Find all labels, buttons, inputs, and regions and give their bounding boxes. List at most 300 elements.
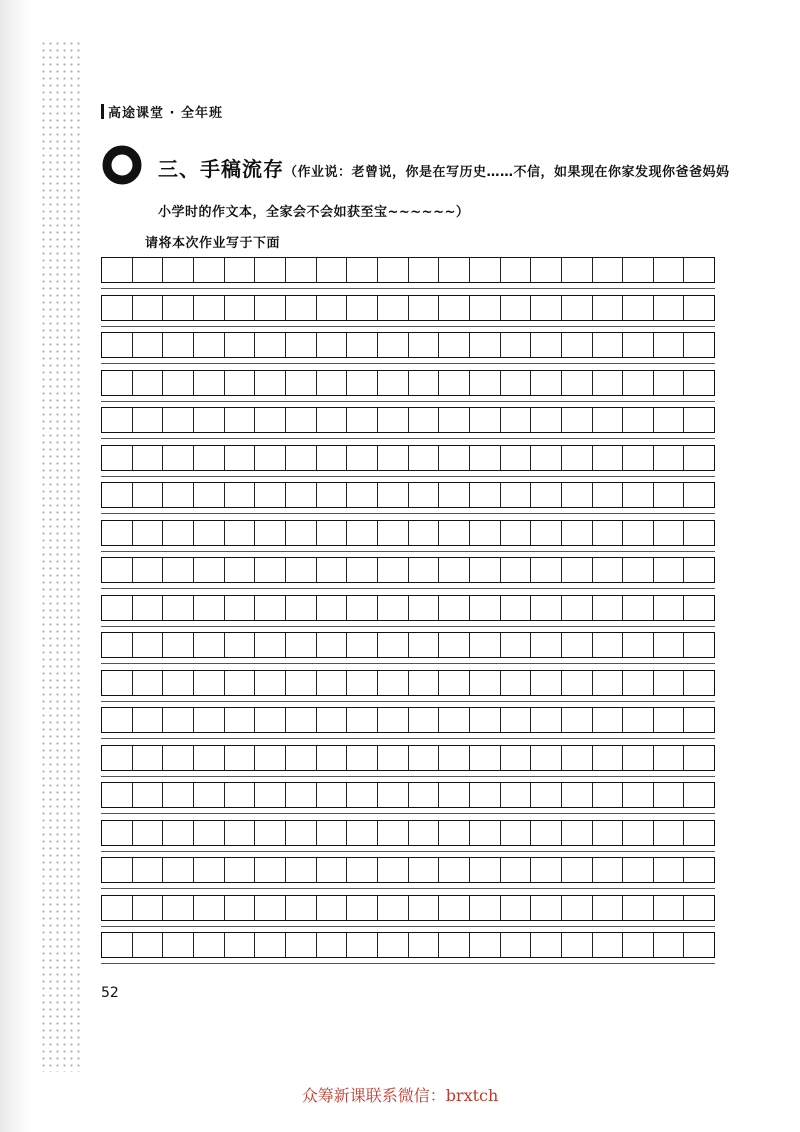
row-separator-line	[101, 626, 715, 627]
grid-cell	[501, 483, 532, 507]
grid-cell	[102, 333, 133, 357]
grid-row-cells	[101, 632, 715, 658]
grid-cell	[684, 333, 714, 357]
grid-cell	[531, 258, 562, 282]
grid-cell	[470, 408, 501, 432]
grid-cell	[654, 633, 685, 657]
grid-cell	[378, 708, 409, 732]
grid-cell	[225, 483, 256, 507]
grid-cell	[102, 408, 133, 432]
grid-cell	[470, 521, 501, 545]
grid-cell	[684, 821, 714, 845]
section-heading	[158, 150, 730, 232]
grid-cell	[286, 558, 317, 582]
grid-cell	[654, 558, 685, 582]
grid-cell	[654, 746, 685, 770]
grid-cell	[501, 708, 532, 732]
grid-cell	[593, 671, 624, 695]
grid-cell	[684, 933, 714, 957]
row-separator-line	[101, 776, 715, 777]
brush-circle-icon	[100, 143, 144, 187]
grid-cell	[409, 296, 440, 320]
grid-cell	[225, 746, 256, 770]
grid-cell	[623, 408, 654, 432]
grid-cell	[531, 858, 562, 882]
row-separator-line	[101, 401, 715, 402]
writing-grid	[101, 257, 715, 970]
grid-cell	[255, 596, 286, 620]
grid-cell	[225, 558, 256, 582]
grid-cell	[102, 783, 133, 807]
header-bar-icon	[101, 104, 104, 119]
grid-cell	[163, 408, 194, 432]
grid-cell	[562, 933, 593, 957]
grid-cell	[439, 783, 470, 807]
grid-row	[101, 670, 715, 696]
grid-cell	[378, 258, 409, 282]
dotted-margin-strip	[40, 40, 84, 1072]
grid-cell	[470, 558, 501, 582]
grid-cell	[470, 746, 501, 770]
grid-cell	[684, 483, 714, 507]
grid-cell	[654, 933, 685, 957]
grid-cell	[194, 521, 225, 545]
grid-cell	[470, 708, 501, 732]
grid-cell	[286, 371, 317, 395]
grid-cell	[133, 596, 164, 620]
grid-cell	[623, 783, 654, 807]
grid-cell	[286, 258, 317, 282]
grid-cell	[347, 333, 378, 357]
grid-cell	[409, 671, 440, 695]
grid-row-cells	[101, 520, 715, 546]
grid-cell	[439, 708, 470, 732]
grid-cell	[225, 446, 256, 470]
grid-cell	[439, 671, 470, 695]
grid-cell	[255, 933, 286, 957]
grid-cell	[317, 333, 348, 357]
grid-cell	[378, 408, 409, 432]
grid-cell	[347, 821, 378, 845]
grid-cell	[133, 408, 164, 432]
grid-cell	[347, 371, 378, 395]
grid-cell	[225, 596, 256, 620]
grid-cell	[470, 671, 501, 695]
grid-cell	[163, 858, 194, 882]
grid-cell	[593, 633, 624, 657]
grid-cell	[593, 783, 624, 807]
grid-cell	[501, 333, 532, 357]
grid-cell	[225, 333, 256, 357]
grid-cell	[317, 258, 348, 282]
grid-cell	[317, 858, 348, 882]
grid-cell	[531, 896, 562, 920]
grid-cell	[623, 371, 654, 395]
grid-row	[101, 370, 715, 396]
grid-cell	[654, 896, 685, 920]
grid-cell	[194, 933, 225, 957]
row-separator-line	[101, 813, 715, 814]
grid-cell	[593, 821, 624, 845]
grid-cell	[286, 483, 317, 507]
grid-cell	[133, 521, 164, 545]
grid-cell	[531, 521, 562, 545]
row-separator-line	[101, 851, 715, 852]
grid-cell	[562, 521, 593, 545]
grid-row	[101, 407, 715, 433]
grid-cell	[439, 633, 470, 657]
grid-cell	[409, 333, 440, 357]
grid-cell	[133, 933, 164, 957]
grid-cell	[347, 708, 378, 732]
grid-cell	[102, 708, 133, 732]
grid-cell	[654, 371, 685, 395]
grid-cell	[286, 296, 317, 320]
grid-cell	[378, 446, 409, 470]
grid-cell	[439, 483, 470, 507]
grid-cell	[317, 708, 348, 732]
grid-cell	[102, 746, 133, 770]
grid-cell	[501, 408, 532, 432]
grid-cell	[133, 821, 164, 845]
grid-row	[101, 820, 715, 846]
grid-cell	[102, 633, 133, 657]
grid-cell	[286, 408, 317, 432]
grid-row-cells	[101, 932, 715, 958]
grid-cell	[439, 596, 470, 620]
grid-cell	[623, 558, 654, 582]
grid-cell	[501, 558, 532, 582]
grid-cell	[347, 896, 378, 920]
grid-cell	[654, 333, 685, 357]
grid-cell	[593, 558, 624, 582]
grid-cell	[102, 371, 133, 395]
grid-cell	[623, 933, 654, 957]
grid-row	[101, 445, 715, 471]
grid-cell	[163, 746, 194, 770]
grid-cell	[102, 296, 133, 320]
grid-cell	[684, 446, 714, 470]
grid-cell	[593, 296, 624, 320]
grid-cell	[347, 933, 378, 957]
grid-cell	[501, 258, 532, 282]
grid-cell	[347, 633, 378, 657]
grid-cell	[378, 821, 409, 845]
grid-cell	[562, 408, 593, 432]
grid-cell	[286, 671, 317, 695]
grid-row-cells	[101, 670, 715, 696]
grid-cell	[163, 671, 194, 695]
grid-cell	[194, 671, 225, 695]
grid-cell	[163, 333, 194, 357]
grid-cell	[654, 446, 685, 470]
grid-cell	[163, 821, 194, 845]
grid-cell	[531, 783, 562, 807]
grid-cell	[255, 296, 286, 320]
grid-cell	[225, 821, 256, 845]
grid-cell	[255, 783, 286, 807]
row-separator-line	[101, 588, 715, 589]
grid-cell	[562, 371, 593, 395]
grid-cell	[654, 596, 685, 620]
grid-cell	[562, 633, 593, 657]
grid-cell	[501, 671, 532, 695]
grid-cell	[317, 521, 348, 545]
grid-cell	[317, 296, 348, 320]
grid-cell	[225, 783, 256, 807]
grid-cell	[562, 708, 593, 732]
grid-cell	[531, 408, 562, 432]
grid-cell	[255, 371, 286, 395]
grid-cell	[470, 296, 501, 320]
grid-cell	[562, 821, 593, 845]
grid-row	[101, 857, 715, 883]
grid-row-cells	[101, 820, 715, 846]
grid-cell	[409, 371, 440, 395]
grid-cell	[317, 408, 348, 432]
grid-cell	[163, 633, 194, 657]
grid-cell	[225, 371, 256, 395]
section-description: （作业说：老曾说，你是在写历史……不信，如果现在你家发现你爸爸妈妈小学时的作文本，全家会不会如获至宝~~~~~~）	[158, 165, 730, 220]
grid-cell	[378, 783, 409, 807]
grid-row-cells	[101, 295, 715, 321]
grid-cell	[255, 558, 286, 582]
grid-cell	[654, 258, 685, 282]
grid-cell	[684, 858, 714, 882]
grid-cell	[163, 783, 194, 807]
grid-cell	[684, 896, 714, 920]
grid-cell	[102, 596, 133, 620]
grid-cell	[378, 558, 409, 582]
grid-cell	[531, 821, 562, 845]
grid-cell	[194, 708, 225, 732]
grid-cell	[409, 446, 440, 470]
grid-cell	[133, 708, 164, 732]
grid-cell	[255, 408, 286, 432]
grid-cell	[562, 483, 593, 507]
grid-cell	[531, 558, 562, 582]
grid-cell	[531, 746, 562, 770]
grid-cell	[501, 896, 532, 920]
grid-cell	[133, 483, 164, 507]
grid-cell	[684, 633, 714, 657]
grid-cell	[347, 746, 378, 770]
grid-cell	[501, 371, 532, 395]
grid-cell	[531, 708, 562, 732]
book-title: 高途课堂 · 全年班	[108, 105, 223, 121]
grid-cell	[133, 633, 164, 657]
grid-cell	[531, 671, 562, 695]
grid-cell	[439, 858, 470, 882]
grid-cell	[286, 746, 317, 770]
grid-cell	[347, 483, 378, 507]
grid-cell	[470, 783, 501, 807]
grid-cell	[593, 896, 624, 920]
grid-cell	[317, 933, 348, 957]
grid-cell	[593, 446, 624, 470]
row-separator-line	[101, 663, 715, 664]
grid-cell	[194, 633, 225, 657]
grid-cell	[562, 596, 593, 620]
page-number: 52	[101, 985, 119, 1001]
grid-cell	[317, 783, 348, 807]
row-separator-line	[101, 288, 715, 289]
grid-cell	[286, 896, 317, 920]
grid-cell	[225, 296, 256, 320]
grid-row	[101, 520, 715, 546]
grid-cell	[194, 371, 225, 395]
grid-row	[101, 257, 715, 283]
grid-row-cells	[101, 707, 715, 733]
grid-cell	[194, 483, 225, 507]
grid-cell	[593, 596, 624, 620]
grid-cell	[470, 258, 501, 282]
grid-cell	[439, 371, 470, 395]
grid-cell	[378, 896, 409, 920]
grid-cell	[378, 633, 409, 657]
grid-cell	[409, 933, 440, 957]
grid-cell	[102, 821, 133, 845]
grid-cell	[255, 821, 286, 845]
grid-cell	[593, 371, 624, 395]
grid-cell	[133, 558, 164, 582]
grid-cell	[194, 408, 225, 432]
grid-cell	[286, 708, 317, 732]
grid-row	[101, 332, 715, 358]
grid-row-cells	[101, 332, 715, 358]
grid-cell	[501, 821, 532, 845]
grid-cell	[225, 408, 256, 432]
grid-cell	[255, 746, 286, 770]
grid-row-cells	[101, 745, 715, 771]
grid-cell	[286, 596, 317, 620]
grid-cell	[623, 821, 654, 845]
grid-cell	[409, 821, 440, 845]
grid-cell	[255, 333, 286, 357]
grid-cell	[133, 746, 164, 770]
grid-cell	[378, 671, 409, 695]
grid-cell	[317, 633, 348, 657]
grid-cell	[684, 746, 714, 770]
grid-cell	[194, 821, 225, 845]
grid-cell	[470, 483, 501, 507]
grid-cell	[684, 708, 714, 732]
grid-row-cells	[101, 857, 715, 883]
grid-cell	[439, 258, 470, 282]
grid-cell	[194, 333, 225, 357]
grid-cell	[317, 896, 348, 920]
grid-cell	[562, 558, 593, 582]
grid-cell	[378, 596, 409, 620]
grid-cell	[562, 446, 593, 470]
grid-cell	[409, 746, 440, 770]
grid-cell	[347, 858, 378, 882]
grid-cell	[378, 483, 409, 507]
grid-cell	[225, 896, 256, 920]
grid-cell	[684, 558, 714, 582]
grid-cell	[684, 371, 714, 395]
grid-cell	[194, 296, 225, 320]
grid-row	[101, 557, 715, 583]
grid-cell	[255, 896, 286, 920]
grid-cell	[225, 858, 256, 882]
grid-cell	[194, 858, 225, 882]
grid-cell	[531, 933, 562, 957]
grid-row	[101, 482, 715, 508]
grid-cell	[684, 408, 714, 432]
grid-cell	[684, 521, 714, 545]
grid-cell	[133, 371, 164, 395]
grid-cell	[439, 558, 470, 582]
grid-row	[101, 895, 715, 921]
grid-cell	[163, 483, 194, 507]
grid-cell	[163, 258, 194, 282]
grid-cell	[623, 483, 654, 507]
grid-cell	[593, 408, 624, 432]
grid-cell	[531, 483, 562, 507]
grid-cell	[133, 296, 164, 320]
grid-cell	[255, 521, 286, 545]
grid-cell	[593, 521, 624, 545]
grid-cell	[133, 446, 164, 470]
grid-cell	[194, 783, 225, 807]
grid-cell	[470, 858, 501, 882]
grid-cell	[347, 671, 378, 695]
grid-cell	[439, 446, 470, 470]
row-separator-line	[101, 476, 715, 477]
grid-cell	[562, 783, 593, 807]
grid-cell	[347, 783, 378, 807]
grid-row	[101, 632, 715, 658]
grid-cell	[623, 333, 654, 357]
grid-cell	[317, 671, 348, 695]
grid-cell	[194, 558, 225, 582]
row-separator-line	[101, 701, 715, 702]
grid-cell	[163, 521, 194, 545]
grid-cell	[654, 708, 685, 732]
grid-cell	[562, 896, 593, 920]
grid-cell	[593, 708, 624, 732]
grid-cell	[225, 258, 256, 282]
grid-cell	[501, 596, 532, 620]
row-separator-line	[101, 963, 715, 964]
grid-cell	[531, 333, 562, 357]
grid-cell	[531, 296, 562, 320]
grid-cell	[501, 933, 532, 957]
grid-cell	[684, 296, 714, 320]
grid-cell	[562, 671, 593, 695]
grid-cell	[163, 558, 194, 582]
row-separator-line	[101, 551, 715, 552]
grid-cell	[255, 671, 286, 695]
grid-cell	[470, 896, 501, 920]
grid-cell	[654, 671, 685, 695]
grid-cell	[623, 633, 654, 657]
grid-cell	[501, 521, 532, 545]
grid-cell	[470, 371, 501, 395]
grid-cell	[347, 558, 378, 582]
grid-cell	[347, 258, 378, 282]
row-separator-line	[101, 363, 715, 364]
grid-cell	[133, 258, 164, 282]
grid-cell	[409, 483, 440, 507]
grid-cell	[501, 783, 532, 807]
grid-cell	[194, 446, 225, 470]
grid-cell	[378, 521, 409, 545]
grid-cell	[439, 896, 470, 920]
grid-cell	[409, 708, 440, 732]
grid-cell	[439, 296, 470, 320]
